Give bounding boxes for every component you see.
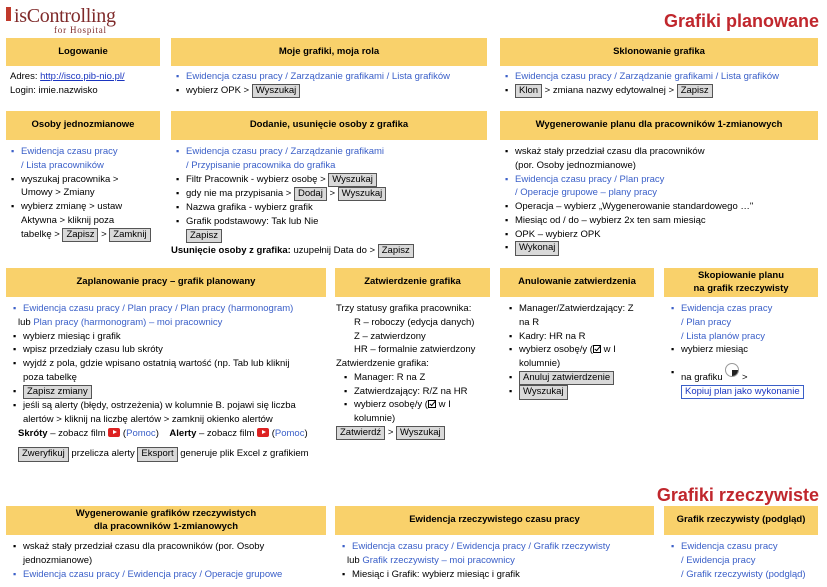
card-planning-header: Zaplanowanie pracy – grafik planowany bbox=[6, 268, 326, 297]
approval-step-3a: wybierz osobę/y ( bbox=[354, 399, 428, 411]
single-save-button[interactable]: Zapisz bbox=[62, 228, 98, 242]
approval-status-z: Z – zatwierdzony bbox=[354, 330, 426, 342]
approval-status-r: R – roboczy (edycja danych) bbox=[354, 316, 475, 328]
copy-plan-button[interactable]: Kopiuj plan jako wykonanie bbox=[681, 385, 804, 399]
approval-step-2: ▪ Zatwierdzający: R/Z na HR bbox=[343, 385, 486, 399]
addremove-add-button[interactable]: Dodaj bbox=[294, 187, 327, 201]
gen-actual-path[interactable]: ▪ Ewidencja czasu pracy / Ewidencja pracy / Operacje grupowe bbox=[12, 568, 322, 582]
generate-step-2: ▪ Operacja – wybierz „Wygenerowanie standardowego …" bbox=[504, 200, 814, 214]
planning-step-4a: ▪ jeśli są alerty (błędy, ostrzeżenia) w kolumnie B. pojawi się liczba bbox=[23, 399, 296, 411]
card-clone bbox=[500, 38, 818, 98]
generate-step-4: ▪ OPK – wybierz OPK bbox=[504, 228, 814, 242]
copy-arrow: > bbox=[742, 372, 748, 384]
planning-path-2[interactable]: Plan pracy (harmonogram) – moi pracownicy bbox=[33, 316, 223, 328]
single-step-2b: Aktywna > kliknij poza bbox=[21, 214, 115, 226]
approval-search-button[interactable]: Wyszukaj bbox=[396, 426, 445, 440]
generate-execute-button[interactable]: Wykonaj bbox=[515, 241, 559, 255]
alerts-label: Alerty bbox=[169, 428, 197, 440]
copy-path-2[interactable]: / Plan pracy bbox=[681, 316, 732, 328]
shortcuts-help-link[interactable]: Pomoc bbox=[126, 428, 156, 440]
card-approval bbox=[335, 268, 490, 440]
card-generate-actual bbox=[6, 506, 326, 581]
approval-step-1: ▪ Manager: R na Z bbox=[343, 371, 486, 385]
preview-path-3[interactable]: / Grafik rzeczywisty (podgląd) bbox=[681, 568, 806, 580]
single-step-1b: Umowy > Zmiany bbox=[21, 187, 95, 199]
export-button[interactable]: Eksport bbox=[137, 447, 177, 461]
card-record-actual bbox=[335, 506, 654, 581]
approval-status-hr: HR – formalnie zatwierdzony bbox=[354, 344, 476, 356]
addremove-arrow: > bbox=[329, 187, 336, 199]
card-preview-header: Grafik rzeczywisty (podgląd) bbox=[664, 506, 818, 535]
card-cancel-header: Anulowanie zatwierdzenia bbox=[500, 268, 654, 297]
copy-title-1: Skopiowanie planu bbox=[697, 270, 785, 282]
card-gen-actual-header bbox=[6, 506, 326, 535]
addremove-step-3: ▪ Nazwa grafika - wybierz grafik bbox=[175, 201, 483, 215]
alerts-help-link[interactable]: Pomoc bbox=[274, 428, 305, 440]
section-title-actual: Grafiki rzeczywiste bbox=[656, 485, 819, 505]
planning-step-2: ▪ wpisz przedziały czasu lub skróty bbox=[12, 343, 322, 357]
addremove-step-4: ▪ Grafik podstawowy: Tak lub Nie bbox=[175, 215, 483, 229]
approval-step-3c: kolumnie) bbox=[354, 413, 396, 425]
card-cancel-approval bbox=[500, 268, 654, 400]
clone-path[interactable]: ▪ Ewidencja czasu pracy / Zarządzanie grafikami / Lista grafików bbox=[504, 70, 814, 84]
card-generate-header: Wygenerowanie planu dla pracowników 1-zmianowych bbox=[500, 111, 818, 140]
my-step: wybierz OPK > bbox=[186, 84, 250, 96]
remove-save-button[interactable]: Zapisz bbox=[378, 244, 414, 258]
addremove-save-button[interactable]: Zapisz bbox=[186, 229, 222, 243]
my-search-button[interactable]: Wyszukaj bbox=[252, 84, 301, 98]
shortcuts-film-text: – zobacz film bbox=[50, 428, 106, 440]
card-generate-plan bbox=[500, 111, 818, 256]
planning-step-3a: ▪ wyjdź z pola, gdzie wpisano ostatnią wartość (np. Tab lub kliknij bbox=[23, 358, 290, 370]
address-label: Adres: bbox=[10, 71, 38, 82]
addremove-step-2: gdy nie ma przypisania > bbox=[186, 187, 292, 199]
card-login-header: Logowanie bbox=[6, 38, 160, 66]
gen-actual-title-1: Wygenerowanie grafików rzeczywistych bbox=[75, 508, 257, 520]
cancel-step-3c: kolumnie) bbox=[519, 358, 561, 370]
export-text: generuje plik Excel z grafikiem bbox=[180, 448, 309, 460]
verify-button[interactable]: Zweryfikuj bbox=[18, 447, 69, 461]
checkbox-icon bbox=[428, 400, 436, 408]
card-addremove-header: Dodanie, usunięcie osoby z grafika bbox=[171, 111, 487, 140]
my-path[interactable]: ▪ Ewidencja czasu pracy / Zarządzanie grafikami / Lista grafików bbox=[175, 70, 483, 84]
addremove-step-1: Filtr Pracownik - wybierz osobę > bbox=[186, 173, 326, 185]
addremove-search-button-2[interactable]: Wyszukaj bbox=[338, 187, 387, 201]
addremove-path-2[interactable]: / Przypisanie pracownika do grafika bbox=[186, 159, 336, 171]
card-planning: Zaplanowanie pracy – grafik planowany ▪ Ewidencja czasu pracy / Plan pracy / Plan pracy (harmonogram) lub Plan pracy (harmonogram) – moi pracownicy ▪ wybierz miesiąc i grafik ▪ wpisz przedziały czasu lub skróty ▪ wyjdź z pola, gdzie wpisano ostatnią wartość (np. Tab lub kliknij poza tabelkę ▪ Zapisz zmiany ▪ jeśli są alerty (błędy, ostrzeżenia) w kolumnie B. pojawi się liczba alertów > kliknij na liczbę alertów > zamknij okienko alertów Skróty – zobacz film (Pomoc) Alerty – zobacz film (Pomoc) Zweryfikuj przelicza alerty Eksport generuje plik Excel z grafikiem bbox=[6, 268, 326, 462]
card-clone-header: Sklonowanie grafika bbox=[500, 38, 818, 66]
planning-step-4b: alertów > kliknij na liczbę alertów > zamknij okienko alertów bbox=[23, 413, 273, 425]
clock-icon[interactable] bbox=[725, 363, 739, 377]
single-path-1[interactable]: ▪ Ewidencja czasu pracy bbox=[21, 146, 118, 157]
card-login bbox=[6, 38, 160, 98]
cancel-approval-button[interactable]: Anuluj zatwierdzenie bbox=[519, 371, 614, 385]
card-record-header: Ewidencja rzeczywistego czasu pracy bbox=[335, 506, 654, 535]
cancel-step-1b: na R bbox=[519, 316, 540, 328]
copy-title-2: na grafik rzeczywisty bbox=[693, 282, 789, 294]
shortcuts-label: Skróty bbox=[18, 428, 48, 440]
gen-actual-step-1b: jednozmianowe) bbox=[23, 554, 93, 566]
copy-path-1[interactable]: ▪ Ewidencja czas pracy bbox=[681, 303, 773, 314]
logo-name: isControlling bbox=[14, 5, 116, 27]
logo-subtitle: for Hospital bbox=[54, 25, 107, 35]
record-step-1: ▪ Miesiąc i Grafik: wybierz miesiąc i grafik bbox=[341, 568, 650, 582]
planning-step-3b: poza tabelkę bbox=[23, 371, 77, 383]
single-step-2c: tabelkę > bbox=[21, 228, 60, 240]
card-copy-plan bbox=[664, 268, 818, 399]
card-single-header: Osoby jednozmianowe bbox=[6, 111, 160, 140]
planning-path-1[interactable]: ▪ Ewidencja czasu pracy / Plan pracy / Plan pracy (harmonogram) bbox=[12, 302, 322, 316]
cancel-step-2: ▪ Kadry: HR na R bbox=[508, 330, 650, 344]
planning-or: lub bbox=[18, 316, 31, 328]
record-path-1[interactable]: ▪ Ewidencja czasu pracy / Ewidencja pracy / Grafik rzeczywisty bbox=[341, 540, 650, 554]
card-copy-header bbox=[664, 268, 818, 297]
addremove-search-button[interactable]: Wyszukaj bbox=[328, 173, 377, 187]
approval-label: Zatwierdzenie grafika: bbox=[336, 358, 429, 370]
generate-step-3: ▪ Miesiąc od / do – wybierz 2x ten sam miesiąc bbox=[504, 214, 814, 228]
generate-step-1b: (por. Osoby jednozmianowe) bbox=[515, 159, 636, 171]
cancel-step-3a: wybierz osobę/y ( bbox=[519, 344, 593, 356]
address-link[interactable]: http://isco.pib-nio.pl/ bbox=[40, 71, 125, 82]
single-path-2[interactable]: / Lista pracowników bbox=[21, 159, 104, 171]
single-step-1a: ▪ wyszukaj pracownika > bbox=[21, 173, 119, 185]
copy-step-2: na grafiku bbox=[681, 372, 723, 384]
single-step-2a: ▪ wybierz zmianę > ustaw bbox=[21, 201, 123, 213]
login-text: Login: imie.nazwisko bbox=[10, 84, 98, 96]
card-my-schedules bbox=[171, 38, 487, 98]
section-title-planned: Grafiki planowane bbox=[663, 11, 819, 31]
approval-step-3b: w I bbox=[438, 399, 451, 411]
card-my-header: Moje grafiki, moja rola bbox=[171, 38, 487, 66]
remove-text: uzupełnij Data do > bbox=[293, 245, 376, 257]
card-add-remove bbox=[171, 111, 487, 258]
planning-save-button[interactable]: Zapisz zmiany bbox=[23, 385, 92, 399]
card-single-shift: Osoby jednozmianowe ▪ Ewidencja czasu pracy / Lista pracowników ▪ wyszukaj pracownika > Umowy > Zmiany ▪ wybierz zmianę > ustaw Aktywna > kliknij poza tabelkę > Zapisz > Zamknij bbox=[6, 111, 160, 242]
alerts-film-text: – zobacz film bbox=[199, 428, 255, 440]
approval-arrow: > bbox=[387, 426, 394, 438]
record-or: lub bbox=[347, 554, 360, 566]
card-preview-actual bbox=[664, 506, 818, 581]
addremove-path-1[interactable]: ▪ Ewidencja czasu pracy / Zarządzanie grafikami bbox=[186, 146, 385, 157]
planning-step-1: ▪ wybierz miesiąc i grafik bbox=[12, 330, 322, 344]
approval-intro: Trzy statusy grafika pracownika: bbox=[336, 303, 472, 314]
preview-path-2[interactable]: / Ewidencja pracy bbox=[681, 554, 756, 566]
generate-path-1[interactable]: ▪ Ewidencja czasu pracy / Plan pracy bbox=[515, 173, 665, 185]
cancel-step-3b: w I bbox=[603, 344, 616, 356]
copy-step-1: ▪ wybierz miesiąc bbox=[670, 343, 814, 357]
cancel-search-button[interactable]: Wyszukaj bbox=[519, 385, 568, 399]
generate-step-1a: ▪ wskaż stały przedział czasu dla pracowników bbox=[515, 146, 705, 157]
clone-button[interactable]: Klon bbox=[515, 84, 542, 98]
preview-path-1[interactable]: ▪ Ewidencja czasu pracy bbox=[681, 541, 778, 552]
single-close-button[interactable]: Zamknij bbox=[109, 228, 150, 242]
generate-path-2[interactable]: / Operacje grupowe – plany pracy bbox=[515, 187, 658, 199]
video-play-icon[interactable] bbox=[257, 428, 269, 437]
video-play-icon[interactable] bbox=[108, 428, 120, 437]
copy-path-3[interactable]: / Lista planów pracy bbox=[681, 330, 765, 342]
cancel-step-1a: ▪ Manager/Zatwierdzający: Z bbox=[519, 303, 634, 314]
record-path-2[interactable]: Grafik rzeczywisty – moi pracownicy bbox=[362, 554, 515, 566]
verify-text: przelicza alerty bbox=[71, 448, 135, 460]
remove-label: Usunięcie osoby z grafika: bbox=[171, 245, 291, 257]
checkbox-icon bbox=[593, 345, 601, 353]
approve-button[interactable]: Zatwierdź bbox=[336, 426, 385, 440]
clone-save-button[interactable]: Zapisz bbox=[677, 84, 713, 98]
gen-actual-step-1a: ▪ wskaż stały przedział czasu dla pracowników (por. Osoby bbox=[23, 541, 265, 552]
gen-actual-title-2: dla pracowników 1-zmianowych bbox=[93, 520, 239, 532]
clone-step: > zmiana nazwy edytowalnej > bbox=[544, 84, 675, 96]
card-approval-header: Zatwierdzenie grafika bbox=[335, 268, 490, 297]
logo-mark-icon bbox=[6, 7, 11, 21]
